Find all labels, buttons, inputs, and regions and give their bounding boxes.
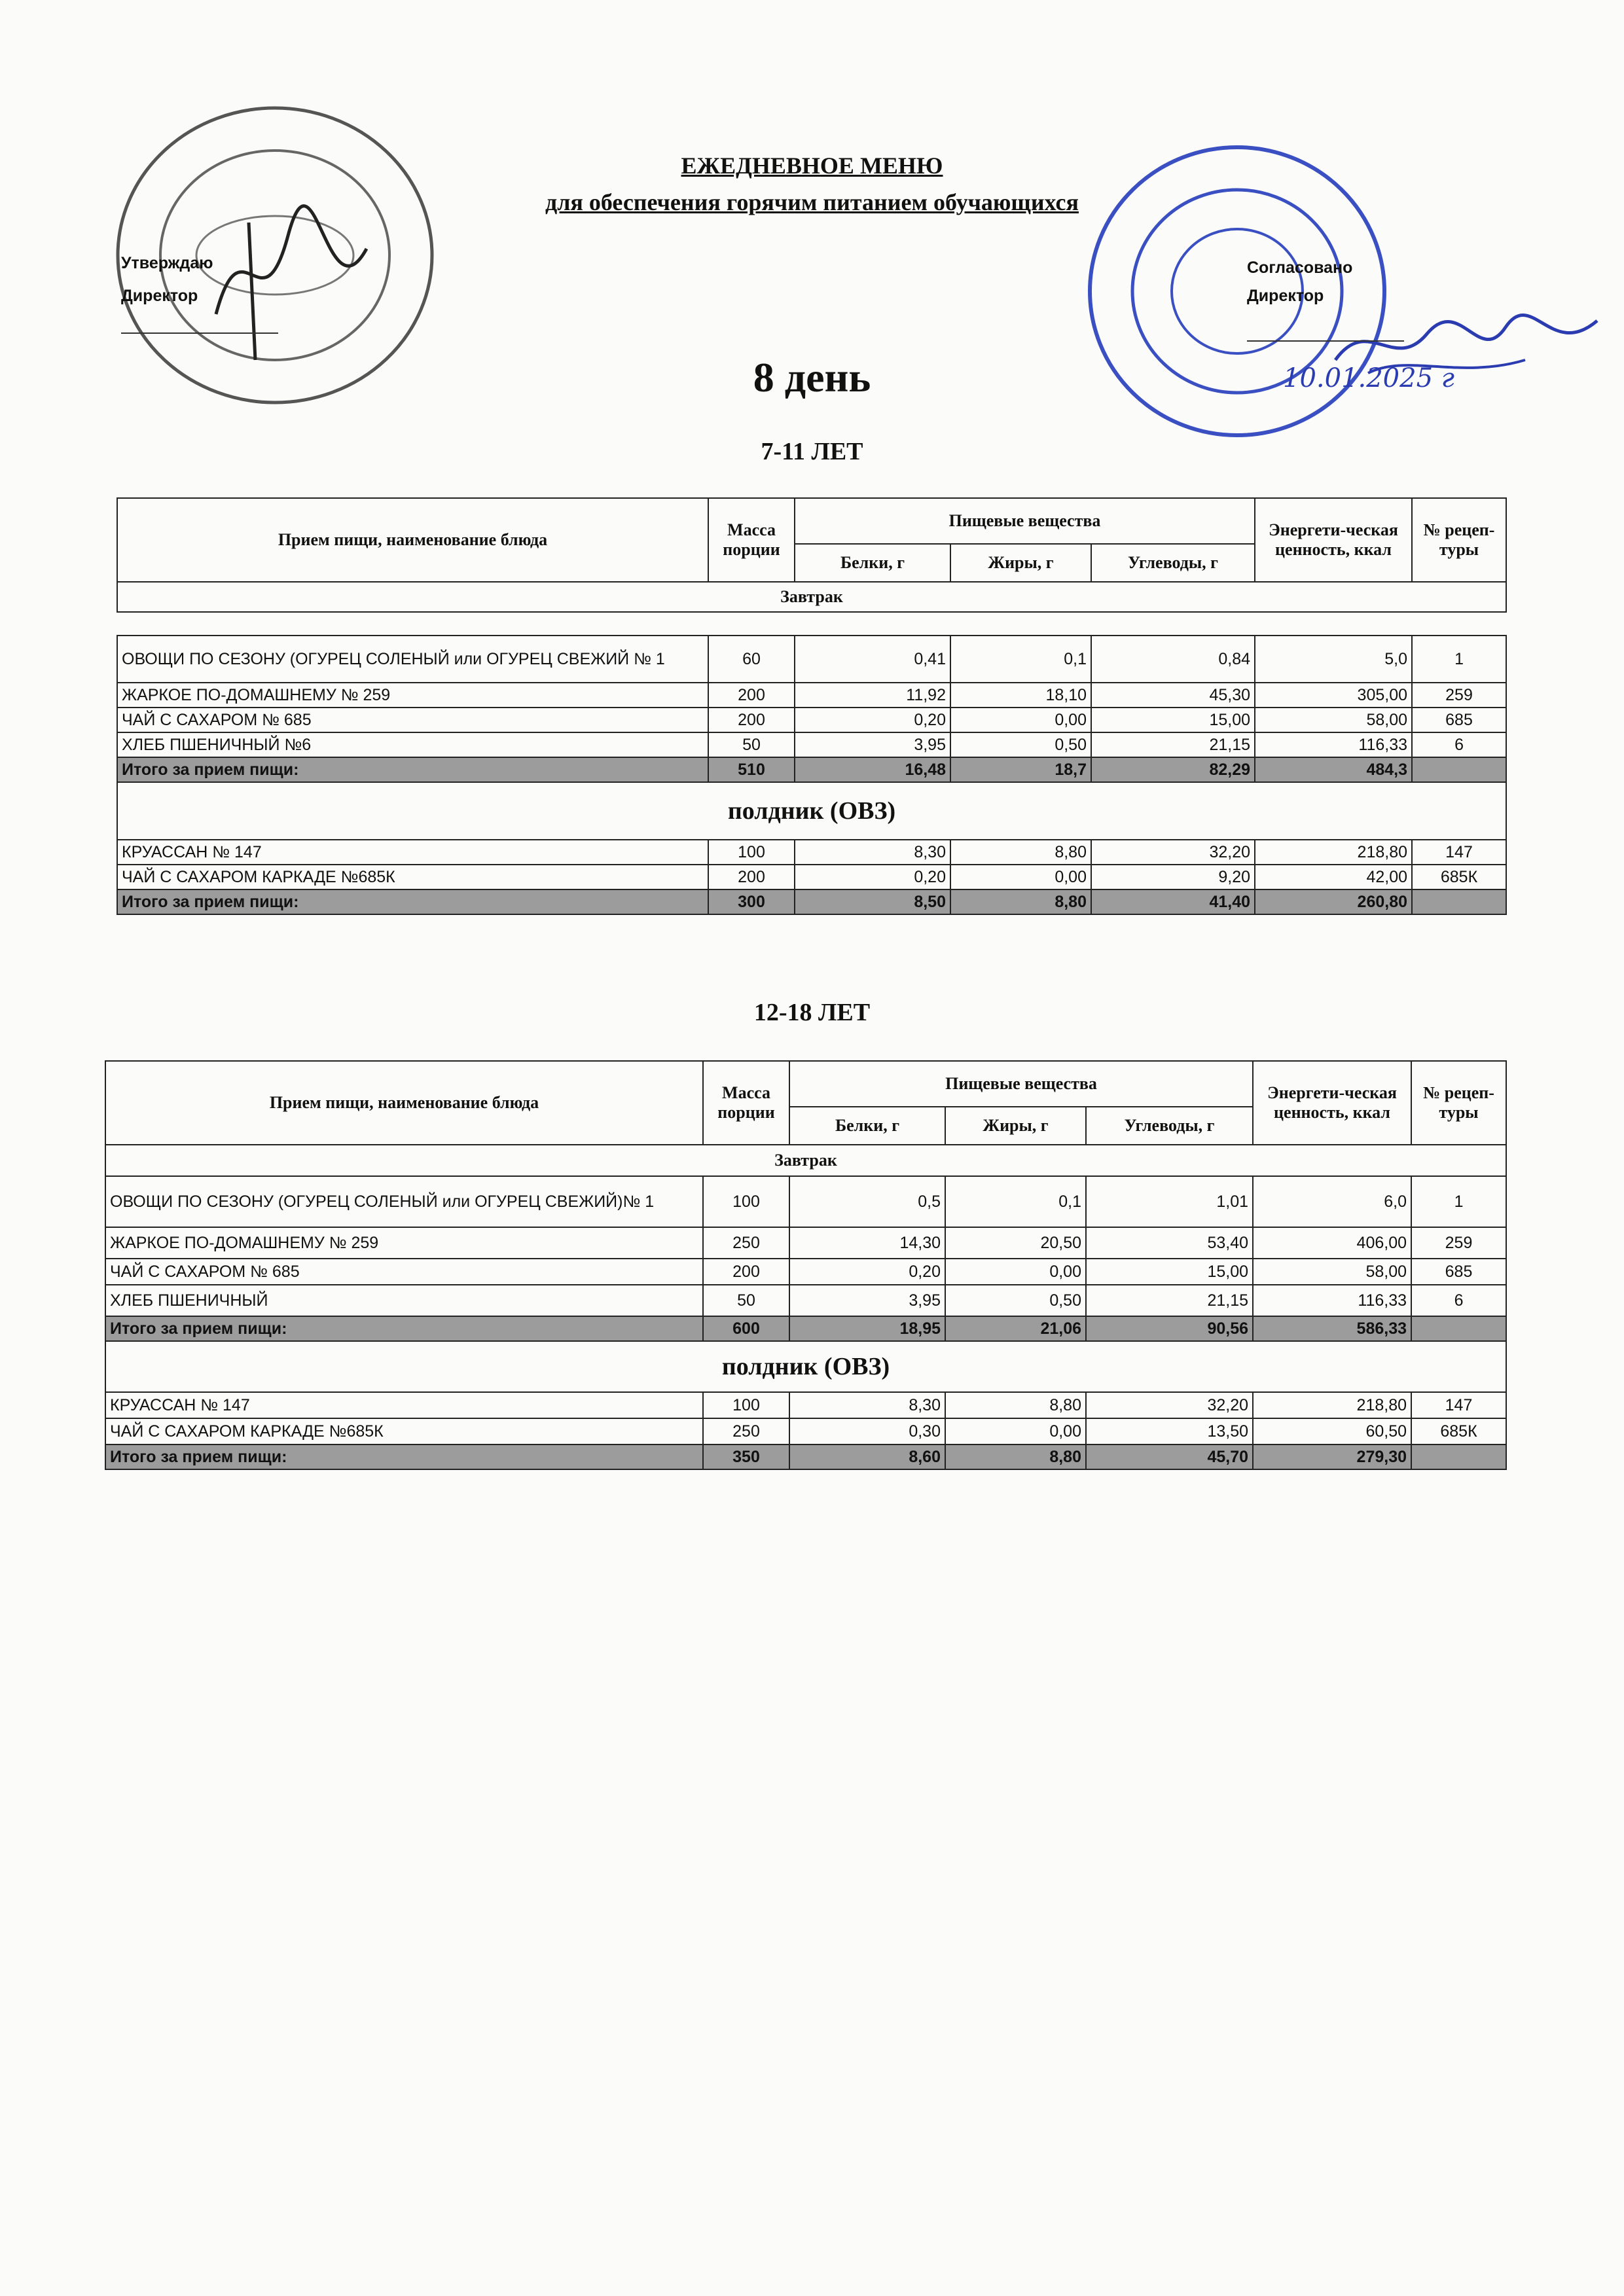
mass-cell: 100 bbox=[703, 1176, 789, 1227]
energy-cell: 218,80 bbox=[1253, 1392, 1411, 1418]
energy-cell: 58,00 bbox=[1253, 1259, 1411, 1285]
fat-cell: 0,00 bbox=[945, 1259, 1086, 1285]
col-protein-header: Белки, г bbox=[795, 544, 950, 582]
protein-cell: 0,41 bbox=[795, 636, 950, 683]
approve-role: Директор bbox=[121, 287, 198, 305]
recipe-cell: 6 bbox=[1412, 732, 1506, 757]
energy-cell: 305,00 bbox=[1255, 683, 1412, 708]
carbs-cell: 15,00 bbox=[1086, 1259, 1253, 1285]
fat-cell: 20,50 bbox=[945, 1227, 1086, 1259]
fat-cell: 8,80 bbox=[945, 1392, 1086, 1418]
total-label: Итого за прием пищи: bbox=[105, 1316, 703, 1341]
total-row bbox=[117, 757, 1506, 782]
fat-cell: 0,00 bbox=[950, 865, 1091, 889]
dish-name: ЖАРКОЕ ПО-ДОМАШНЕМУ № 259 bbox=[117, 683, 708, 708]
fat-cell: 0,1 bbox=[950, 636, 1091, 683]
protein-cell: 0,20 bbox=[795, 708, 950, 732]
protein-cell: 8,30 bbox=[789, 1392, 945, 1418]
protein-cell: 14,30 bbox=[789, 1227, 945, 1259]
dish-name: ЧАЙ С САХАРОМ № 685 bbox=[117, 708, 708, 732]
total-row bbox=[105, 1316, 1506, 1341]
recipe-cell: 147 bbox=[1412, 840, 1506, 865]
mass-cell: 100 bbox=[708, 840, 795, 865]
dish-name: ХЛЕБ ПШЕНИЧНЫЙ №6 bbox=[117, 732, 708, 757]
dish-name: ХЛЕБ ПШЕНИЧНЫЙ bbox=[105, 1285, 703, 1316]
table-row bbox=[105, 1285, 1506, 1316]
section-snack: полдник (ОВЗ) bbox=[117, 782, 1506, 840]
fat-cell: 0,00 bbox=[945, 1418, 1086, 1444]
mass-cell: 200 bbox=[708, 683, 795, 708]
fat-cell: 0,1 bbox=[945, 1176, 1086, 1227]
carbs-cell: 1,01 bbox=[1086, 1176, 1253, 1227]
total-fat: 18,7 bbox=[950, 757, 1091, 782]
total-fat: 8,80 bbox=[950, 889, 1091, 914]
col-energy-header: Энергети-ческая ценность, ккал bbox=[1253, 1061, 1411, 1145]
recipe-cell: 685 bbox=[1411, 1259, 1506, 1285]
recipe-cell: 685К bbox=[1411, 1418, 1506, 1444]
mass-cell: 250 bbox=[703, 1418, 789, 1444]
total-mass: 300 bbox=[708, 889, 795, 914]
total-carbs: 90,56 bbox=[1086, 1316, 1253, 1341]
energy-cell: 42,00 bbox=[1255, 865, 1412, 889]
agree-label: Согласовано bbox=[1247, 259, 1353, 277]
col-nutrients-header: Пищевые вещества bbox=[795, 498, 1255, 544]
carbs-cell: 32,20 bbox=[1086, 1392, 1253, 1418]
total-mass: 350 bbox=[703, 1444, 789, 1469]
total-protein: 18,95 bbox=[789, 1316, 945, 1341]
table-row bbox=[117, 732, 1506, 757]
document-subtitle: для обеспечения горячим питанием обучающихся bbox=[545, 189, 1079, 215]
carbs-cell: 9,20 bbox=[1091, 865, 1255, 889]
energy-cell: 6,0 bbox=[1253, 1176, 1411, 1227]
energy-cell: 406,00 bbox=[1253, 1227, 1411, 1259]
protein-cell: 3,95 bbox=[789, 1285, 945, 1316]
recipe-cell: 685К bbox=[1412, 865, 1506, 889]
carbs-cell: 15,00 bbox=[1091, 708, 1255, 732]
fat-cell: 0,50 bbox=[945, 1285, 1086, 1316]
recipe-cell: 1 bbox=[1411, 1176, 1506, 1227]
col-carbs-header: Углеводы, г bbox=[1086, 1107, 1253, 1145]
table-row bbox=[117, 683, 1506, 708]
energy-cell: 116,33 bbox=[1253, 1285, 1411, 1316]
table-row bbox=[105, 1259, 1506, 1285]
table-row bbox=[105, 1176, 1506, 1227]
energy-cell: 5,0 bbox=[1255, 636, 1412, 683]
table-row bbox=[117, 865, 1506, 889]
carbs-cell: 45,30 bbox=[1091, 683, 1255, 708]
dish-name: ЧАЙ С САХАРОМ № 685 bbox=[105, 1259, 703, 1285]
total-carbs: 41,40 bbox=[1091, 889, 1255, 914]
section-breakfast: Завтрак bbox=[117, 582, 1506, 612]
dish-name: ЖАРКОЕ ПО-ДОМАШНЕМУ № 259 bbox=[105, 1227, 703, 1259]
recipe-cell: 6 bbox=[1411, 1285, 1506, 1316]
col-fat-header: Жиры, г bbox=[950, 544, 1091, 582]
section-breakfast: Завтрак bbox=[105, 1145, 1506, 1176]
col-carbs-header: Углеводы, г bbox=[1091, 544, 1255, 582]
col-mass-header: Масса порции bbox=[703, 1061, 789, 1145]
day-heading: 8 день bbox=[753, 354, 871, 401]
recipe-cell: 259 bbox=[1412, 683, 1506, 708]
protein-cell: 0,30 bbox=[789, 1418, 945, 1444]
mass-cell: 100 bbox=[703, 1392, 789, 1418]
col-dish-header: Прием пищи, наименование блюда bbox=[117, 498, 708, 582]
table-row bbox=[105, 1227, 1506, 1259]
recipe-cell: 685 bbox=[1412, 708, 1506, 732]
total-mass: 510 bbox=[708, 757, 795, 782]
age-group-label-1: 7-11 ЛЕТ bbox=[761, 438, 863, 465]
mass-cell: 200 bbox=[708, 865, 795, 889]
recipe-cell: 147 bbox=[1411, 1392, 1506, 1418]
col-nutrients-header: Пищевые вещества bbox=[789, 1061, 1253, 1107]
total-row bbox=[105, 1444, 1506, 1469]
age-group-label-2: 12-18 ЛЕТ bbox=[753, 999, 871, 1026]
protein-cell: 0,20 bbox=[795, 865, 950, 889]
total-energy: 260,80 bbox=[1255, 889, 1412, 914]
menu-table-12-18 bbox=[105, 1060, 1507, 1470]
approve-signature-line bbox=[121, 332, 278, 334]
total-label: Итого за прием пищи: bbox=[117, 757, 708, 782]
protein-cell: 8,30 bbox=[795, 840, 950, 865]
mass-cell: 250 bbox=[703, 1227, 789, 1259]
dish-name: ОВОЩИ ПО СЕЗОНУ (ОГУРЕЦ СОЛЕНЫЙ или ОГУРЕЦ СВЕЖИЙ № 1 bbox=[117, 636, 708, 683]
recipe-cell: 1 bbox=[1412, 636, 1506, 683]
protein-cell: 0,20 bbox=[789, 1259, 945, 1285]
total-label: Итого за прием пищи: bbox=[117, 889, 708, 914]
total-label: Итого за прием пищи: bbox=[105, 1444, 703, 1469]
menu-table-7-11 bbox=[117, 497, 1507, 915]
agree-signature-line bbox=[1247, 340, 1404, 342]
total-row bbox=[117, 889, 1506, 914]
fat-cell: 8,80 bbox=[950, 840, 1091, 865]
total-protein: 8,50 bbox=[795, 889, 950, 914]
fat-cell: 0,50 bbox=[950, 732, 1091, 757]
col-mass-header: Масса порции bbox=[708, 498, 795, 582]
mass-cell: 50 bbox=[708, 732, 795, 757]
energy-cell: 58,00 bbox=[1255, 708, 1412, 732]
total-carbs: 82,29 bbox=[1091, 757, 1255, 782]
dish-name: ЧАЙ С САХАРОМ КАРКАДЕ №685К bbox=[105, 1418, 703, 1444]
table-row bbox=[105, 1392, 1506, 1418]
carbs-cell: 21,15 bbox=[1091, 732, 1255, 757]
total-mass: 600 bbox=[703, 1316, 789, 1341]
total-fat: 21,06 bbox=[945, 1316, 1086, 1341]
mass-cell: 50 bbox=[703, 1285, 789, 1316]
table-row bbox=[105, 1418, 1506, 1444]
table-row bbox=[117, 708, 1506, 732]
protein-cell: 11,92 bbox=[795, 683, 950, 708]
agree-role: Директор bbox=[1247, 287, 1324, 305]
total-protein: 8,60 bbox=[789, 1444, 945, 1469]
carbs-cell: 13,50 bbox=[1086, 1418, 1253, 1444]
col-protein-header: Белки, г bbox=[789, 1107, 945, 1145]
total-energy: 586,33 bbox=[1253, 1316, 1411, 1341]
carbs-cell: 0,84 bbox=[1091, 636, 1255, 683]
mass-cell: 200 bbox=[708, 708, 795, 732]
mass-cell: 60 bbox=[708, 636, 795, 683]
fat-cell: 18,10 bbox=[950, 683, 1091, 708]
total-fat: 8,80 bbox=[945, 1444, 1086, 1469]
dish-name: ЧАЙ С САХАРОМ КАРКАДЕ №685К bbox=[117, 865, 708, 889]
section-snack: полдник (ОВЗ) bbox=[105, 1341, 1506, 1392]
col-dish-header: Прием пищи, наименование блюда bbox=[105, 1061, 703, 1145]
col-energy-header: Энергети-ческая ценность, ккал bbox=[1255, 498, 1412, 582]
agree-date: 10.01.2025 г bbox=[1283, 363, 1454, 393]
fat-cell: 0,00 bbox=[950, 708, 1091, 732]
mass-cell: 200 bbox=[703, 1259, 789, 1285]
col-fat-header: Жиры, г bbox=[945, 1107, 1086, 1145]
carbs-cell: 21,15 bbox=[1086, 1285, 1253, 1316]
total-carbs: 45,70 bbox=[1086, 1444, 1253, 1469]
recipe-cell: 259 bbox=[1411, 1227, 1506, 1259]
energy-cell: 218,80 bbox=[1255, 840, 1412, 865]
carbs-cell: 53,40 bbox=[1086, 1227, 1253, 1259]
total-energy: 279,30 bbox=[1253, 1444, 1411, 1469]
total-energy: 484,3 bbox=[1255, 757, 1412, 782]
energy-cell: 116,33 bbox=[1255, 732, 1412, 757]
total-protein: 16,48 bbox=[795, 757, 950, 782]
approve-label: Утверждаю bbox=[121, 254, 213, 272]
protein-cell: 0,5 bbox=[789, 1176, 945, 1227]
protein-cell: 3,95 bbox=[795, 732, 950, 757]
energy-cell: 60,50 bbox=[1253, 1418, 1411, 1444]
table-row bbox=[117, 636, 1506, 683]
col-recipe-header: № рецеп-туры bbox=[1411, 1061, 1506, 1145]
document-title: ЕЖЕДНЕВНОЕ МЕНЮ bbox=[681, 152, 943, 179]
col-recipe-header: № рецеп-туры bbox=[1412, 498, 1506, 582]
dish-name: ОВОЩИ ПО СЕЗОНУ (ОГУРЕЦ СОЛЕНЫЙ или ОГУРЕЦ СВЕЖИЙ)№ 1 bbox=[105, 1176, 703, 1227]
dish-name: КРУАССАН № 147 bbox=[117, 840, 708, 865]
dish-name: КРУАССАН № 147 bbox=[105, 1392, 703, 1418]
carbs-cell: 32,20 bbox=[1091, 840, 1255, 865]
table-row bbox=[117, 840, 1506, 865]
